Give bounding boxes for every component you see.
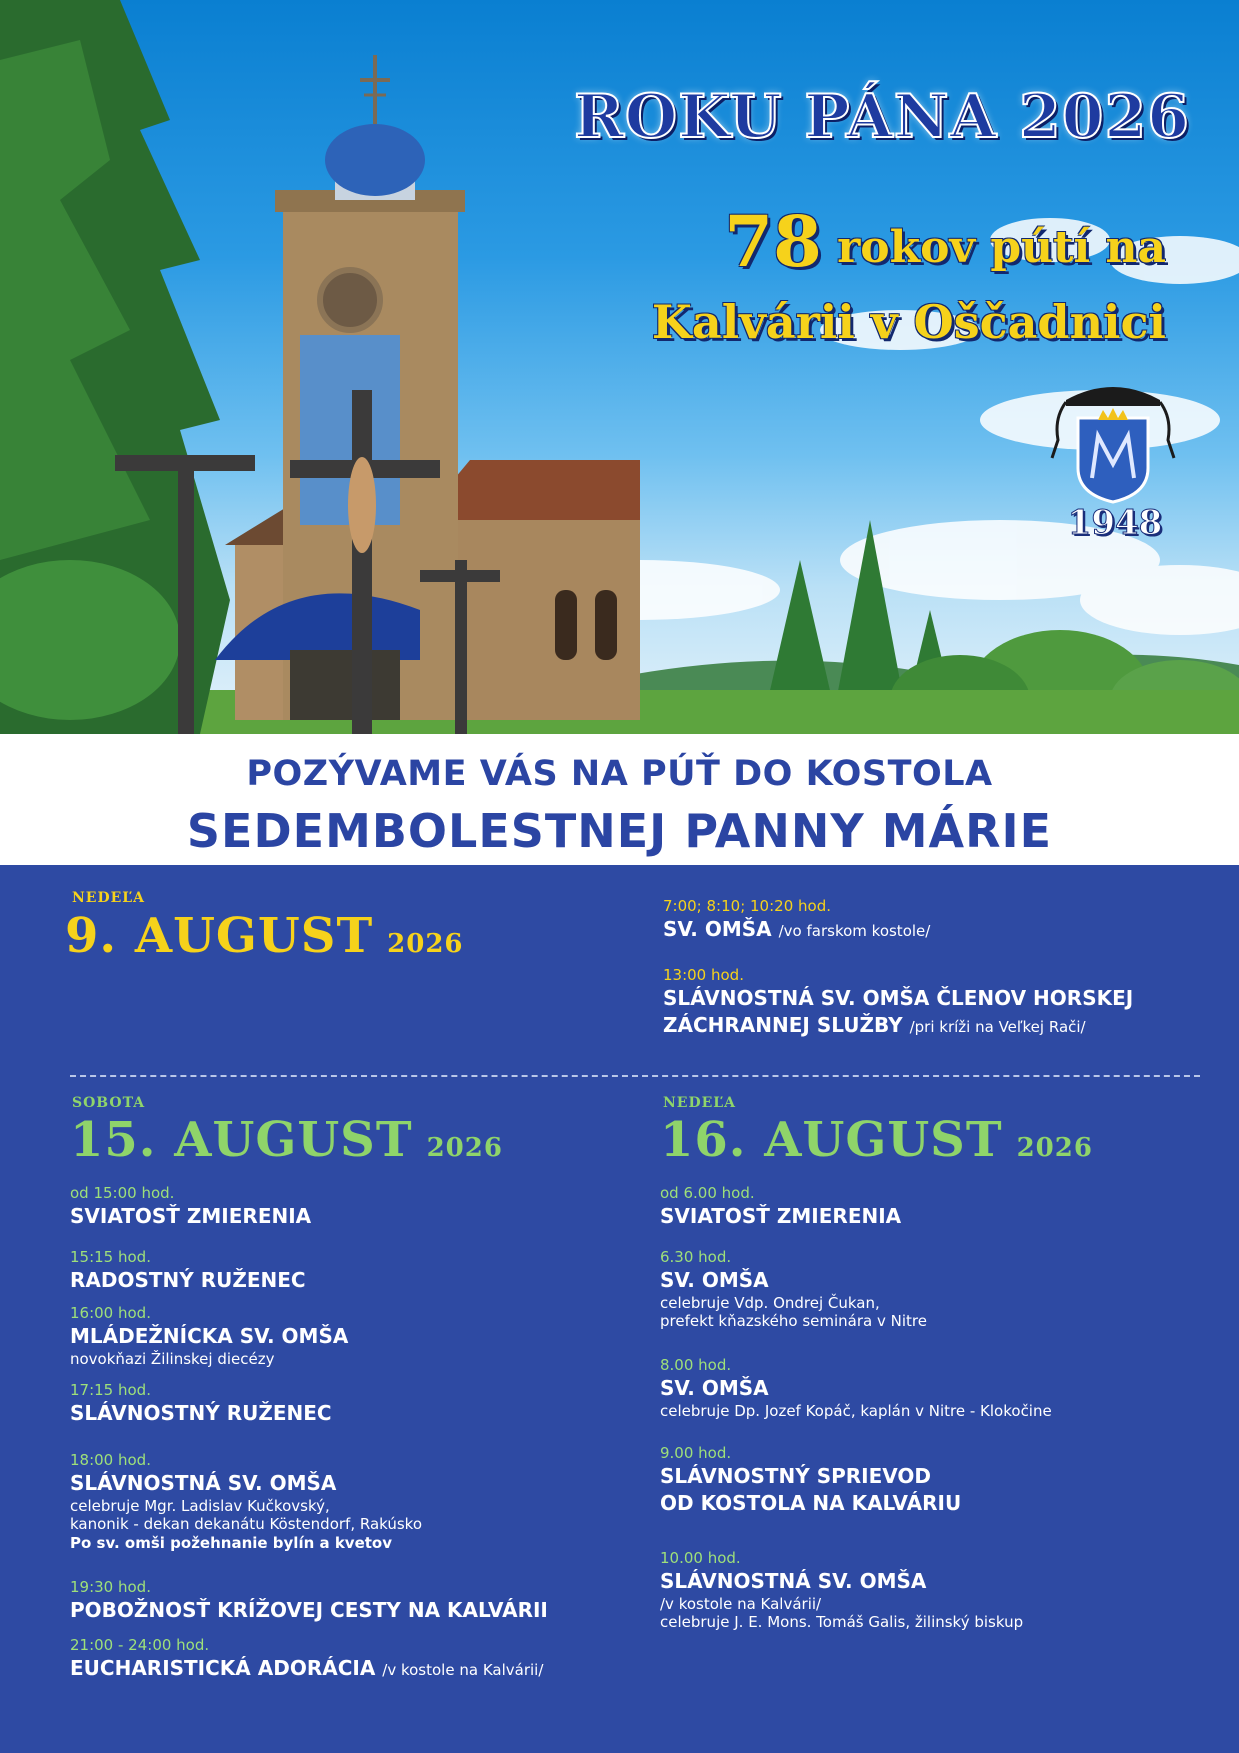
event-name-text: SV. OMŠA: [663, 917, 772, 941]
event-name: SLÁVNOSTNÁ SV. OMŠA: [660, 1569, 927, 1593]
invitation-band: [0, 734, 1239, 865]
event-aug16-2: [660, 1247, 1220, 1330]
event-name: POBOŽNOSŤ KRÍŽOVEJ CESTY NA KALVÁRII: [70, 1598, 548, 1622]
page-title: ROKU PÁNA 2026: [574, 82, 1190, 152]
event-time: 18:00 hod.: [70, 1451, 151, 1469]
event-time: 9.00 hod.: [660, 1444, 732, 1462]
event-name: MLÁDEŽNÍCKA SV. OMŠA: [70, 1324, 349, 1348]
day-aug15-date: [70, 1112, 503, 1168]
event-note: /pri kríži na Veľkej Rači/: [909, 1018, 1086, 1036]
day-aug16-date-text: 16. AUGUST: [660, 1112, 1003, 1168]
event-name: SLÁVNOSTNÁ SV. OMŠA: [70, 1471, 337, 1495]
event-time: 6.30 hod.: [660, 1248, 732, 1266]
anniversary-text: rokov pútí na: [837, 222, 1166, 273]
event-name-text: EUCHARISTICKÁ ADORÁCIA: [70, 1656, 376, 1680]
event-aug15-1: [70, 1183, 630, 1230]
event-name: SV. OMŠA: [660, 1376, 769, 1400]
schedule-section: [0, 865, 1239, 1753]
event-time: 13:00 hod.: [663, 966, 744, 984]
event-time: 21:00 - 24:00 hod.: [70, 1636, 210, 1654]
event-description-line-2: celebruje J. E. Mons. Tomáš Galis, žilinský biskup: [660, 1613, 1024, 1631]
event-description-line-1: /v kostole na Kalvárii/: [660, 1595, 822, 1613]
event-name: SLÁVNOSTNÝ RUŽENEC: [70, 1401, 332, 1425]
anniversary-number: 78: [724, 200, 822, 283]
event-aug15-6: [70, 1577, 630, 1624]
event-name: SVIATOSŤ ZMIERENIA: [70, 1204, 312, 1228]
event-name-line-1: SLÁVNOSTNÝ SPRIEVOD: [660, 1464, 932, 1488]
section-divider: [70, 1075, 1200, 1077]
event-name: [70, 1655, 630, 1684]
location-line: Kalvárii v Oščadnici: [651, 295, 1166, 349]
event-time: 19:30 hod.: [70, 1578, 151, 1596]
event-name: RADOSTNÝ RUŽENEC: [70, 1268, 306, 1292]
event-description-line-1: celebruje Mgr. Ladislav Kučkovský,: [70, 1497, 330, 1515]
day-aug9-year: 2026: [387, 929, 464, 959]
event-time: 7:00; 8:10; 10:20 hod.: [663, 897, 831, 915]
event-description-line-2: kanonik - dekan dekanátu Köstendorf, Rakúsko: [70, 1515, 423, 1533]
event-name: SV. OMŠA: [660, 1268, 769, 1292]
event-description-line-1: celebruje Vdp. Ondrej Čukan,: [660, 1294, 880, 1312]
day-aug15-date-text: 15. AUGUST: [70, 1112, 413, 1168]
event-name-line-1: SLÁVNOSTNÁ SV. OMŠA ČLENOV HORSKEJ: [663, 986, 1134, 1010]
event-aug9-2: [663, 965, 1203, 1041]
parish-emblem-icon: [1048, 378, 1178, 504]
event-name-line-2: OD KOSTOLA NA KALVÁRIU: [660, 1491, 962, 1515]
event-note: /vo farskom kostole/: [778, 922, 931, 940]
church-building: [215, 55, 640, 720]
event-aug16-4: [660, 1443, 1220, 1517]
event-aug15-5: [70, 1450, 630, 1553]
day-aug16-weekday: NEDEĽA: [663, 1095, 736, 1111]
event-aug15-7: [70, 1635, 630, 1684]
event-name-line-2: [663, 1012, 1203, 1041]
event-time: 10.00 hod.: [660, 1549, 741, 1567]
day-aug9-date: [65, 908, 464, 964]
anniversary-line: [520, 200, 1166, 283]
event-aug15-3: [70, 1303, 630, 1368]
event-extra: Po sv. omši požehnanie bylín a kvetov: [70, 1534, 393, 1552]
event-time: od 6.00 hod.: [660, 1184, 755, 1202]
day-aug15-weekday: SOBOTA: [72, 1095, 146, 1111]
event-name: [663, 916, 1223, 945]
event-description: celebruje Dp. Jozef Kopáč, kaplán v Nitre - Klokočine: [660, 1402, 1052, 1420]
invitation-line-1: POZÝVAME VÁS NA PÚŤ DO KOSTOLA: [246, 754, 993, 794]
event-note: /v kostole na Kalvárii/: [382, 1661, 544, 1679]
day-aug15-year: 2026: [426, 1133, 503, 1163]
day-aug16-date: [660, 1112, 1093, 1168]
event-time: 15:15 hod.: [70, 1248, 151, 1266]
event-time: 16:00 hod.: [70, 1304, 151, 1322]
hero-photo: [0, 0, 1239, 734]
event-aug16-5: [660, 1548, 1220, 1631]
event-time: 17:15 hod.: [70, 1381, 151, 1399]
event-description-line-2: prefekt kňazského seminára v Nitre: [660, 1312, 927, 1330]
day-aug16-year: 2026: [1016, 1133, 1093, 1163]
emblem-year: 1948: [1067, 503, 1163, 543]
event-aug15-4: [70, 1380, 630, 1427]
event-aug16-3: [660, 1355, 1220, 1420]
day-aug9-date-text: 9. AUGUST: [65, 908, 374, 964]
event-name: SVIATOSŤ ZMIERENIA: [660, 1204, 902, 1228]
event-aug15-2: [70, 1247, 630, 1294]
trees-left: [0, 0, 230, 734]
event-aug16-1: [660, 1183, 1220, 1230]
invitation-line-2: SEDEMBOLESTNEJ PANNY MÁRIE: [186, 804, 1053, 858]
event-description: novokňazi Žilinskej diecézy: [70, 1350, 275, 1368]
event-name-text: ZÁCHRANNEJ SLUŽBY: [663, 1013, 903, 1037]
day-aug9-weekday: NEDEĽA: [72, 890, 145, 906]
event-aug9-1: [663, 896, 1223, 945]
event-time: od 15:00 hod.: [70, 1184, 175, 1202]
event-time: 8.00 hod.: [660, 1356, 732, 1374]
